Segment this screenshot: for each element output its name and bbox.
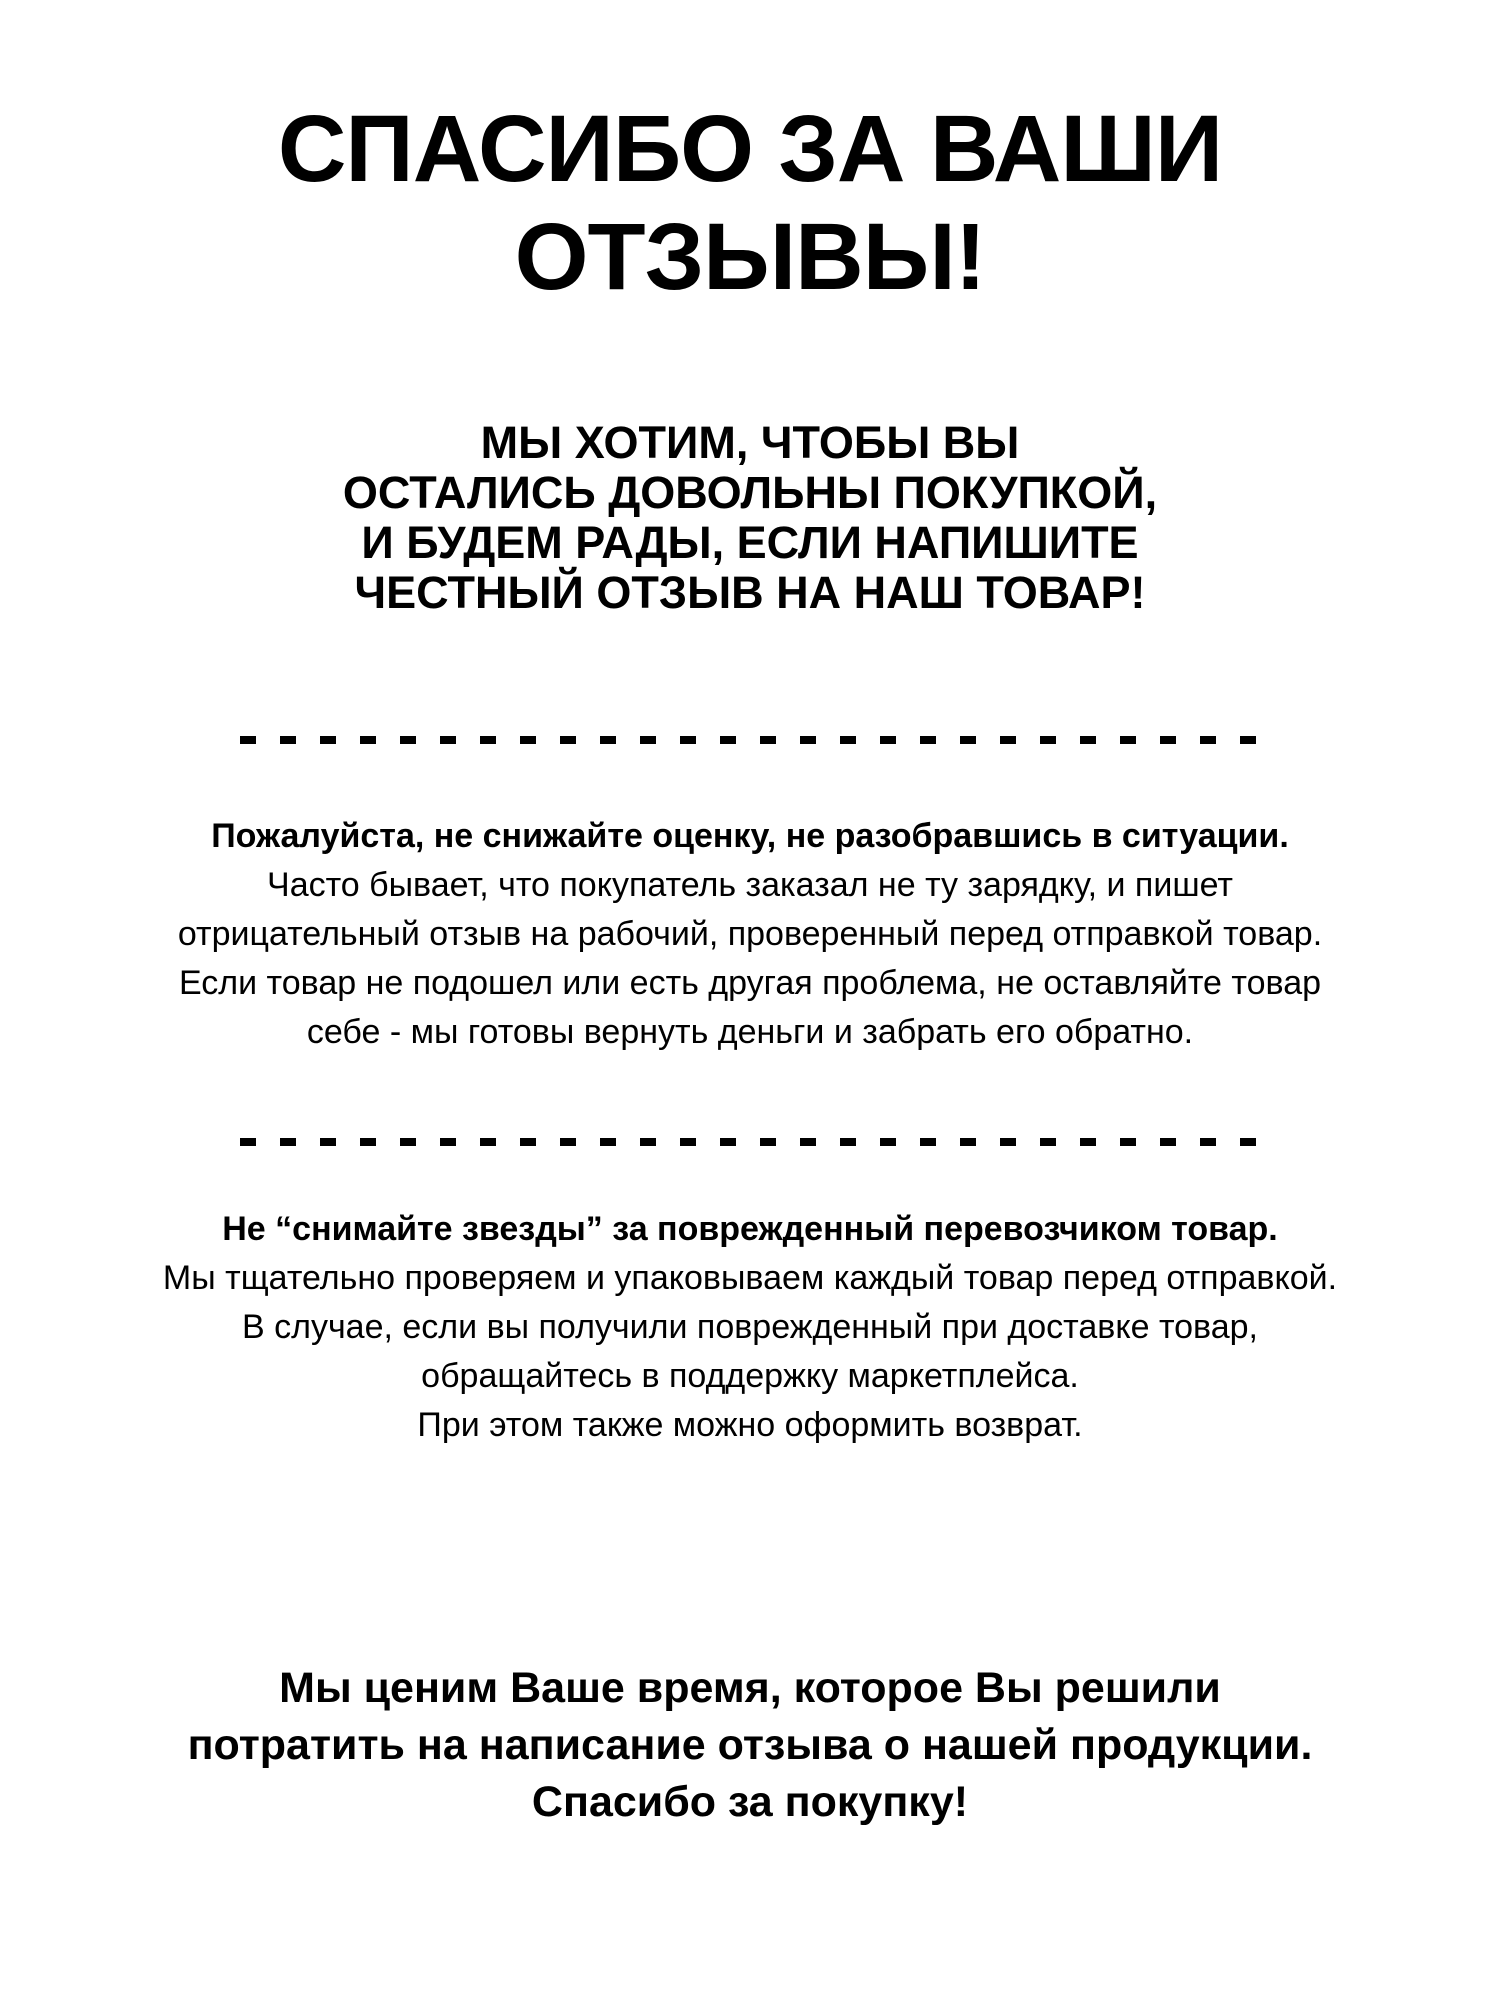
- title-line: ОТЗЫВЫ!: [514, 204, 986, 310]
- section-line: В случае, если вы получили поврежденный при доставке товар,: [242, 1308, 1258, 1346]
- section-line: себе - мы готовы вернуть деньги и забрать его обратно.: [306, 1013, 1194, 1051]
- page-title: [0, 95, 1500, 311]
- subtitle-line: ЧЕСТНЫЙ ОТЗЫВ НА НАШ ТОВАР!: [354, 567, 1146, 618]
- subtitle-line: МЫ ХОТИМ, ЧТОБЫ ВЫ: [480, 417, 1020, 468]
- closing-line: Спасибо за покупку!: [531, 1778, 969, 1826]
- section-line: обращайтесь в поддержку маркетплейса.: [421, 1357, 1079, 1395]
- section-line: Если товар не подошел или есть другая проблема, не оставляйте товар: [178, 964, 1322, 1002]
- dashed-divider: [240, 1138, 1280, 1146]
- closing-line: Мы ценим Ваше время, которое Вы решили: [279, 1664, 1221, 1712]
- section-line: Мы тщательно проверяем и упаковываем каждый товар перед отправкой.: [162, 1259, 1338, 1297]
- dashed-divider: [240, 736, 1280, 744]
- section-line: Часто бывает, что покупатель заказал не ту зарядку, и пишет: [267, 866, 1233, 904]
- subtitle: [0, 418, 1500, 618]
- closing-line: потратить на написание отзыва о нашей продукции.: [187, 1721, 1313, 1769]
- damage-notice-section: [0, 1205, 1500, 1450]
- title-line: СПАСИБО ЗА ВАШИ: [277, 96, 1223, 202]
- section-heading: Не “снимайте звезды” за поврежденный перевозчиком товар.: [222, 1210, 1278, 1248]
- subtitle-line: И БУДЕМ РАДЫ, ЕСЛИ НАПИШИТЕ: [361, 517, 1139, 568]
- closing-message: [0, 1660, 1500, 1831]
- rating-request-section: [0, 812, 1500, 1057]
- section-heading: Пожалуйста, не снижайте оценку, не разобравшись в ситуации.: [211, 817, 1289, 855]
- section-line: При этом также можно оформить возврат.: [417, 1406, 1083, 1444]
- subtitle-line: ОСТАЛИСЬ ДОВОЛЬНЫ ПОКУПКОЙ,: [342, 467, 1158, 518]
- section-line: отрицательный отзыв на рабочий, проверенный перед отправкой товар.: [177, 915, 1323, 953]
